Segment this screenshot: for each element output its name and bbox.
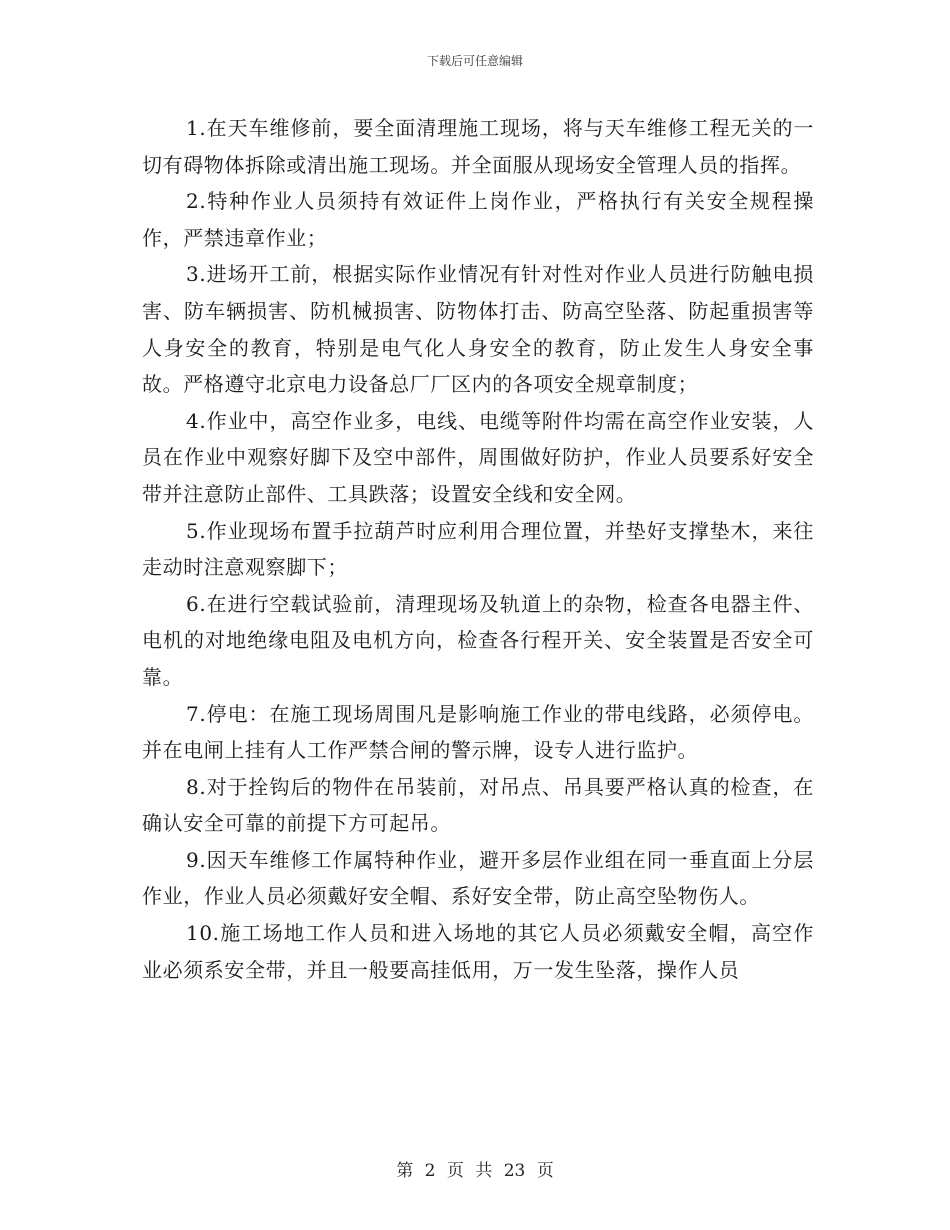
- document-body: [142, 110, 814, 988]
- page-number-footer: 第 2 页 共 23 页: [396, 1161, 554, 1181]
- paragraph-1: 1.在天车维修前，要全面清理施工现场，将与天车维修工程无关的一切有碍物体拆除或清出施工现场。并全面服从现场安全管理人员的指挥。: [142, 116, 814, 177]
- paragraph-4: 4.作业中，高空作业多，电线、电缆等附件均需在高空作业安装，人员在作业中观察好脚下及空中部件，周围做好防护，作业人员要系好安全带并注意防止部件、工具跌落；设置安全线和安全网。: [142, 408, 814, 506]
- paragraph-8: 8.对于拴钩后的物件在吊装前，对吊点、吊具要严格认真的检查，在确认安全可靠的前提下方可起吊。: [142, 774, 814, 836]
- page-header: 下载后可任意编辑: [426, 54, 523, 68]
- paragraph-5: 5.作业现场布置手拉葫芦时应利用合理位置，并垫好支撑垫木，来往走动时注意观察脚下；: [142, 518, 814, 580]
- paragraph-6: 6.在进行空载试验前，清理现场及轨道上的杂物，检查各电器主件、电机的对地绝缘电阻及电机方向，检查各行程开关、安全装置是否安全可靠。: [142, 591, 814, 689]
- paragraph-9: 9.因天车维修工作属特种作业，避开多层作业组在同一垂直面上分层作业，作业人员必须戴好安全帽、系好安全带，防止高空坠物伤人。: [142, 847, 814, 909]
- paragraph-2: 2.特种作业人员须持有效证件上岗作业，严格执行有关安全规程操作，严禁违章作业；: [142, 189, 814, 250]
- paragraph-3: 3.进场开工前，根据实际作业情况有针对性对作业人员进行防触电损害、防车辆损害、防机械损害、防物体打击、防高空坠落、防起重损害等人身安全的教育，特别是电气化人身安全的教育，防止发生人身安全事故。严格遵守北京电力设备总厂厂区内的各项安全规章制度；: [142, 262, 814, 397]
- paragraph-7: 7.停电：在施工现场周围凡是影响施工作业的带电线路，必须停电。并在电闸上挂有人工作严禁合闸的警示牌，设专人进行监护。: [142, 701, 814, 763]
- paragraph-10: 10.施工场地工作人员和进入场地的其它人员必须戴安全帽，高空作业必须系安全带，并且一般要高挂低用，万一发生坠落，操作人员: [142, 921, 814, 982]
